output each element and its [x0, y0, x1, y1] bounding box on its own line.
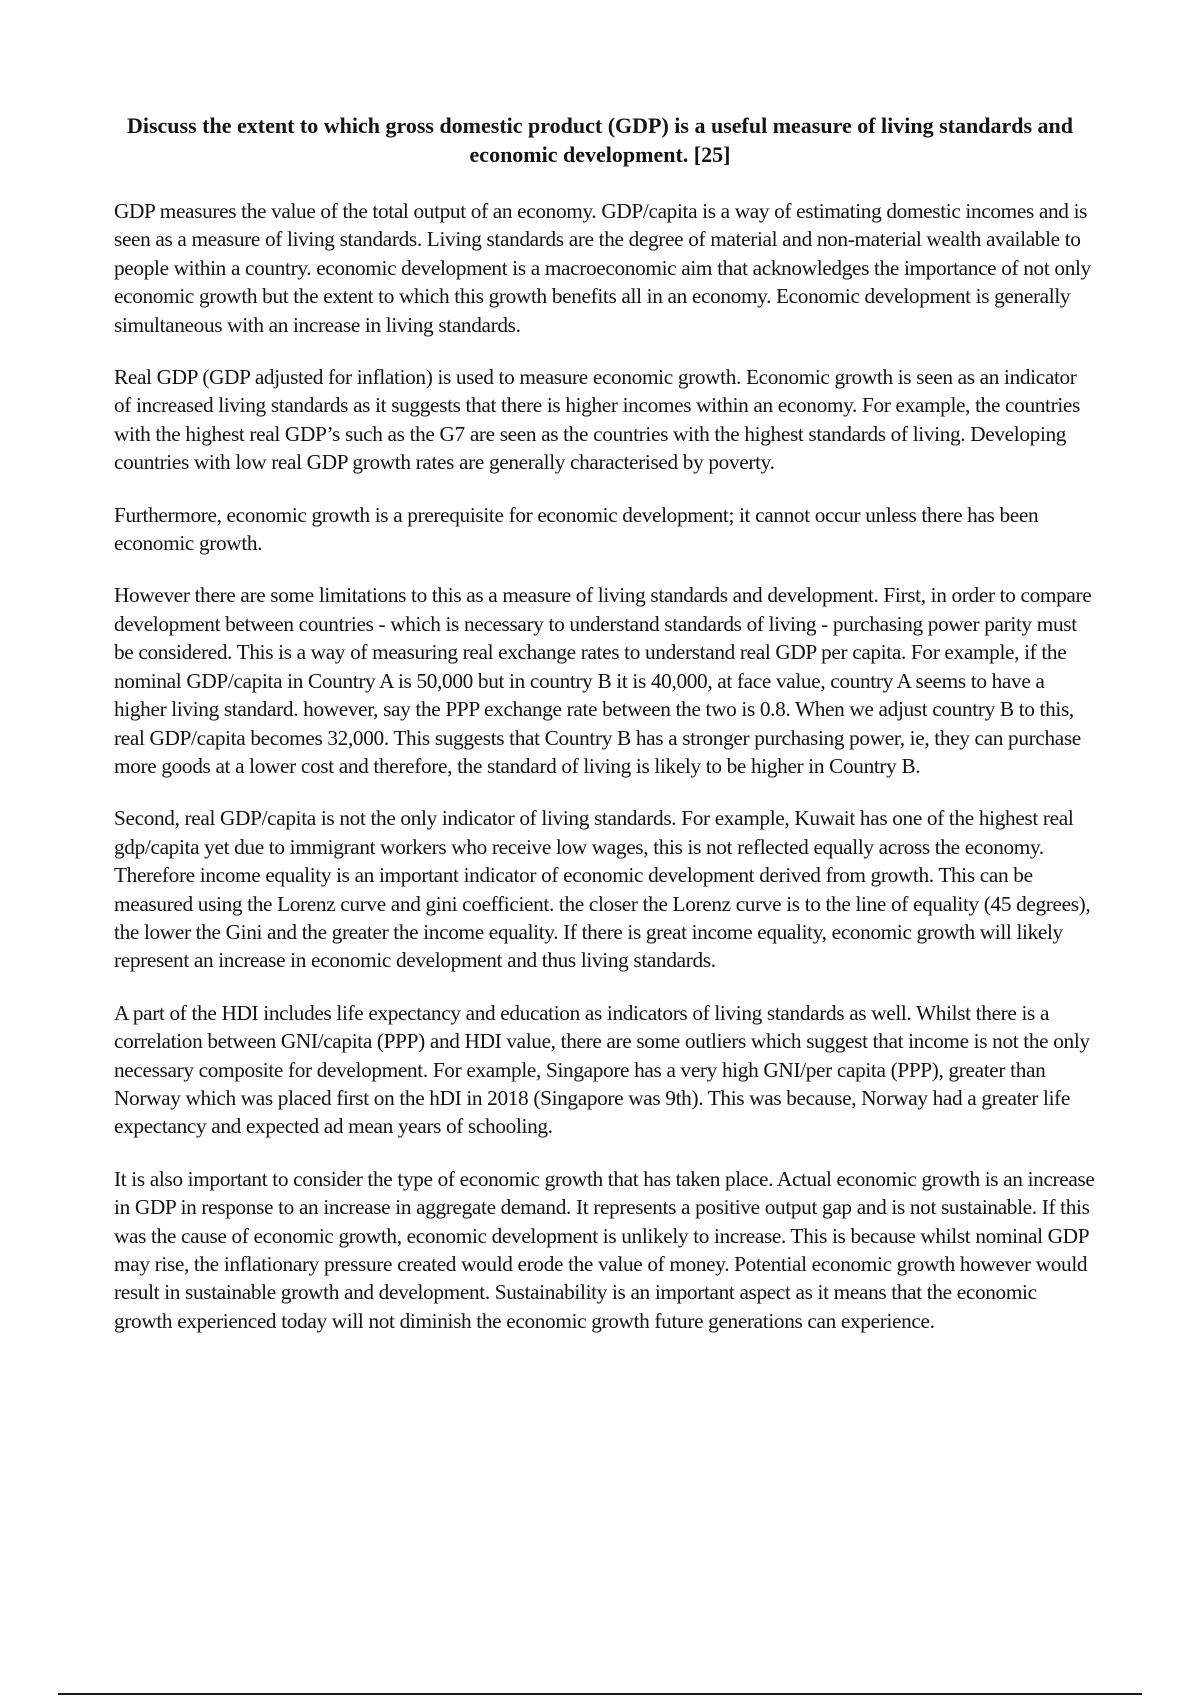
essay-title: Discuss the extent to which gross domestic product (GDP) is a useful measure of living standards and economic development. [25] [126, 113, 1074, 167]
paragraph-ppp-limitation: However there are some limitations to this as a measure of living standards and development. First, in order to compare development between countries - which is necessary to understand standards of living - purchasing power parity must be considered. This is a way of measuring real exchange rates to understand real GDP per capita. For example, if the nominal GDP/capita in Country A is 50,000 but in country B it is 40,000, at face value, country A seems to have a higher living standard. however, say the PPP exchange rate between the two is 0.8. When we adjust country B to this, real GDP/capita becomes 32,000. This suggests that Country B has a stronger purchasing power, ie, they can purchase more goods at a lower cost and therefore, the standard of living is likely to be higher in Country B. [114, 583, 1092, 778]
footer-divider [58, 1693, 1142, 1695]
paragraph-real-gdp: Real GDP (GDP adjusted for inflation) is used to measure economic growth. Economic growth is seen as an indicator of increased living standards as it suggests that there is higher incomes within an economy. For example, the countries with the highest real GDP’s such as the G7 are seen as the countries with the highest standards of living. Developing countries with low real GDP growth rates are generally characterised by poverty. [114, 365, 1080, 475]
paragraph-hdi: A part of the HDI includes life expectancy and education as indicators of living standards as well. Whilst there is a correlation between GNI/capita (PPP) and HDI value, there are some outliers which suggest that income is not the only necessary composite for development. For example, Singapore has a very high GNI/per capita (PPP), greater than Norway which was placed first on the hDI in 2018 (Singapore was 9th). This was because, Norway had a greater life expectancy and expected ad mean years of schooling. [114, 1000, 1090, 1139]
paragraph-growth-type: It is also important to consider the type of economic growth that has taken place. Actual economic growth is an increase in GDP in response to an increase in aggregate demand. It represents a positive output gap and is not sustainable. If this was the cause of economic growth, economic development is unlikely to increase. This is because whilst nominal GDP may rise, the inflationary pressure created would erode the value of money. Potential economic growth however would result in sustainable growth and development. Sustainability is an important aspect as it means that the economic growth experienced today will not diminish the economic growth future generations can experience. [114, 1166, 1095, 1333]
paragraph-prerequisite: Furthermore, economic growth is a prerequisite for economic development; it cannot occur unless there has been economic growth. [114, 502, 1039, 556]
paragraph-definitions: GDP measures the value of the total output of an economy. GDP/capita is a way of estimating domestic incomes and is seen as a measure of living standards. Living standards are the degree of material and non-material wealth available to people within a country. economic development is a macroeconomic aim that acknowledges the importance of not only economic growth but the extent to which this growth benefits all in an economy. Economic development is generally simultaneous with an increase in living standards. [114, 199, 1091, 337]
paragraph-income-equality: Second, real GDP/capita is not the only indicator of living standards. For example, Kuwait has one of the highest real gdp/capita yet due to immigrant workers who receive low wages, this is not reflected equally across the economy. Therefore income equality is an important indicator of economic development derived from growth. This can be measured using the Lorenz curve and gini coefficient. the closer the Lorenz curve is to the line of equality (45 degrees), the lower the Gini and the greater the income equality. If there is great income equality, economic growth will likely represent an increase in economic development and thus living standards. [114, 806, 1091, 973]
essay-body [114, 197, 1096, 1359]
